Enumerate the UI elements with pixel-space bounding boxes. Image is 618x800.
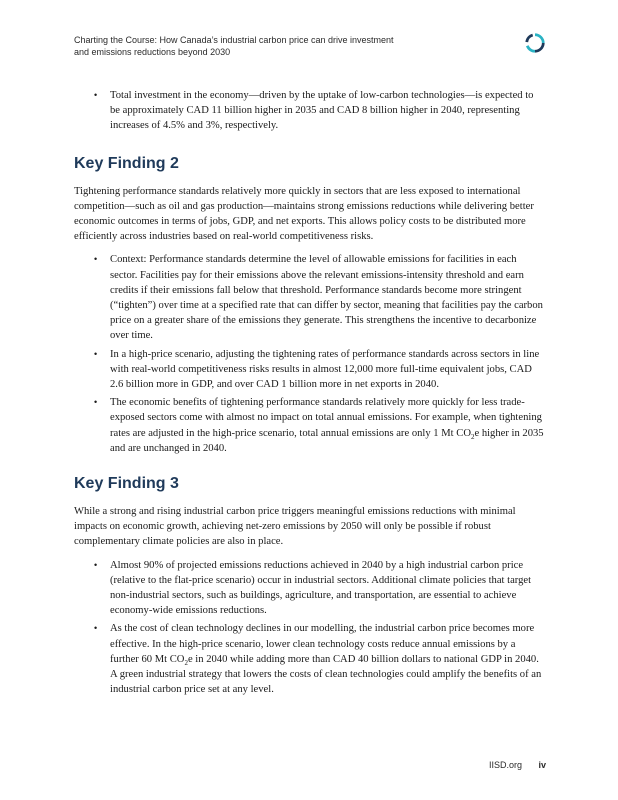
list-item: • Total investment in the economy—driven by the uptake of low-carbon technologies—is expected to be approximately CAD 11 billion higher in 2035 and CAD 8 billion higher in 2040, representing increases of 4.5% and 3%, respectively.	[74, 88, 546, 134]
key-finding-3-paragraph: While a strong and rising industrial carbon price triggers meaningful emissions reductions with minimal impacts on economic growth, achieving net-zero emissions by 2050 will only be possible if robust complementary climate policies are also in place.	[74, 506, 516, 548]
bullet-text: e in 2040 while adding more than CAD 40 billion dollars to national GDP in 2040. A green industrial strategy that lowers the costs of clean technologies could amplify the benefits of an industrial carbon price set at any level.	[110, 653, 542, 696]
iisd-circle-logo-icon	[524, 32, 546, 54]
key-finding-2-bullets	[74, 252, 546, 456]
footer-site-link[interactable]: IISD.org	[488, 760, 522, 770]
list-item	[74, 395, 546, 456]
running-header	[74, 34, 474, 58]
list-item: • In a high-price scenario, adjusting the tightening rates of performance standards across sectors in line with real-world competitiveness risks results in almost 12,000 more full-time equivalent jobs, CAD 2.6 billion more in GDP, and over CAD 1 billion more in net exports in 2040.	[74, 347, 546, 393]
list-item: • Almost 90% of projected emissions reductions achieved in 2040 by a high industrial carbon price (relative to the flat-price scenario) occur in industrial sectors. Additional climate policies that target non-industrial sectors, such as buildings, agriculture, and transportation, are essential to achieve economy-wide emissions reductions.	[74, 558, 546, 619]
header-title-line1: Charting the Course: How Canada’s industrial carbon price can drive investment	[74, 35, 394, 45]
list-item	[74, 621, 546, 697]
key-finding-3-bullets	[74, 558, 546, 698]
page-content	[74, 88, 546, 701]
bullet-text: e higher in 2035 and are unchanged in 2040.	[110, 427, 544, 454]
page-footer	[489, 760, 546, 770]
header-title-line2: and emissions reductions beyond 2030	[74, 47, 231, 57]
bullet-text: The economic benefits of tightening performance standards relatively more quickly for less trade-exposed sectors come with almost no impact on total annual emissions. For example, when tightening rates are adjusted in the high-price scenario, total annual emissions are only 1 Mt CO	[110, 397, 542, 439]
list-item: • Context: Performance standards determine the level of allowable emissions for facilities in each sector. Facilities pay for their emissions above the relevant emissions-intensity threshold and earn credits if their emissions fall below that threshold. Performance standards become more stringent (“tighten”) over time at a specified rate that can differ by sector, meaning that facilities pay the carbon price on a greater share of the emissions they generate. This strengthens the incentive to decarbonize over time.	[74, 252, 546, 343]
key-finding-3-heading: Key Finding 3	[74, 475, 179, 493]
key-finding-2-paragraph: Tightening performance standards relatively more quickly in sectors that are less exposed to international competition—such as oil and gas production—maintains strong emissions reductions while delivering better economic outcomes in terms of jobs, GDP, and net exports. This allows policy costs to be distributed more efficiently across industries based on real-world competitiveness risks.	[74, 185, 534, 243]
bullet-text: As the cost of clean technology declines in our modelling, the industrial carbon price becomes more effective. In the high-price scenario, lower clean technology costs reduce annual emissions by a further 60 Mt CO	[110, 623, 535, 665]
intro-bullet-list	[74, 88, 546, 134]
subscript: 2	[470, 432, 475, 441]
key-finding-2-heading: Key Finding 2	[74, 154, 179, 172]
page-number: iv	[538, 760, 546, 770]
subscript: 2	[184, 659, 188, 667]
